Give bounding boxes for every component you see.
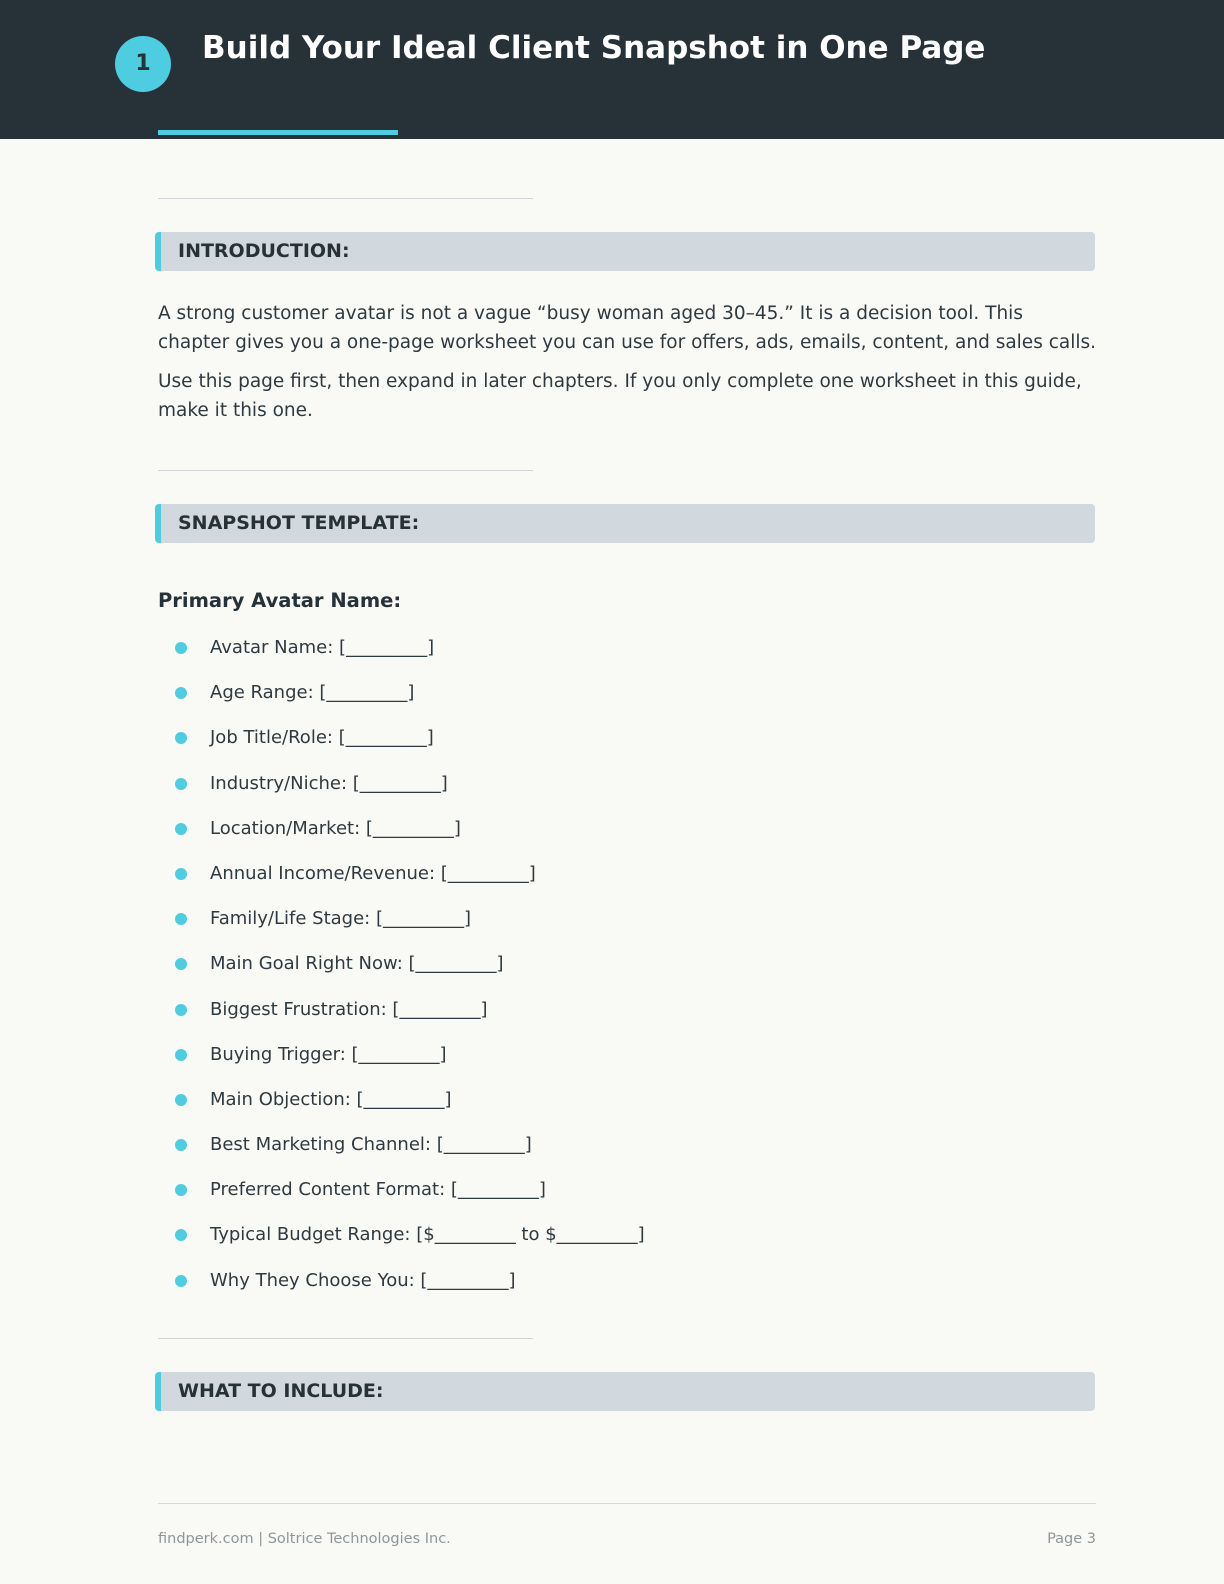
section-divider (158, 470, 533, 471)
field-label: Why They Choose You: [_________] (210, 1269, 516, 1291)
section-header-snapshot-template (155, 504, 1095, 543)
bullet-icon (175, 1229, 187, 1241)
page-title: Build Your Ideal Client Snapshot in One Page (202, 30, 986, 66)
field-label: Avatar Name: [_________] (210, 637, 435, 658)
list-item (172, 1088, 645, 1133)
bullet-icon (175, 1275, 187, 1287)
bullet-icon (175, 1184, 187, 1196)
list-item (172, 1133, 645, 1178)
title-accent-bar (158, 130, 398, 135)
field-label: Preferred Content Format: [_________] (210, 1179, 546, 1201)
bullet-icon (175, 1049, 187, 1061)
bullet-icon (175, 1139, 187, 1151)
list-item (172, 862, 645, 907)
list-item (172, 772, 645, 817)
field-label: Main Goal Right Now: [_________] (210, 953, 504, 975)
bullet-icon (175, 958, 187, 970)
primary-avatar-subheading: Primary Avatar Name: (158, 589, 402, 612)
list-item (172, 1043, 645, 1088)
field-label: Industry/Niche: [_________] (210, 772, 448, 794)
bullet-icon (175, 913, 187, 925)
chapter-number-badge: 1 (115, 36, 171, 92)
list-item (172, 1178, 645, 1223)
list-item (172, 1223, 645, 1268)
section-heading: INTRODUCTION: (178, 240, 350, 262)
field-label: Biggest Frustration: [_________] (210, 998, 488, 1020)
field-label: Family/Life Stage: [_________] (210, 908, 471, 930)
bullet-icon (175, 687, 187, 699)
list-item (172, 907, 645, 952)
field-label: Best Marketing Channel: [_________] (210, 1134, 532, 1156)
section-header-introduction (155, 232, 1095, 271)
list-item (172, 817, 645, 862)
field-label: Age Range: [_________] (210, 682, 415, 704)
list-item (172, 681, 645, 726)
list-item (172, 726, 645, 771)
bullet-icon (175, 732, 187, 744)
bullet-icon (175, 1004, 187, 1016)
bullet-icon (175, 823, 187, 835)
introduction-body (158, 299, 1098, 425)
bullet-icon (175, 868, 187, 880)
field-label: Job Title/Role: [_________] (210, 727, 434, 749)
section-divider (158, 1338, 533, 1339)
list-item (172, 998, 645, 1043)
intro-paragraph: Use this page first, then expand in later chapters. If you only complete one worksheet in this guide, make it this one. (158, 371, 1082, 421)
section-heading: SNAPSHOT TEMPLATE: (178, 512, 420, 534)
chapter-header (0, 0, 1224, 139)
bullet-icon (175, 778, 187, 790)
field-label: Annual Income/Revenue: [_________] (210, 862, 536, 884)
page-number: Page 3 (1047, 1531, 1096, 1547)
field-label: Location/Market: [_________] (210, 817, 461, 839)
section-heading: WHAT TO INCLUDE: (178, 1380, 384, 1402)
field-label: Main Objection: [_________] (210, 1088, 452, 1110)
template-field-list (172, 636, 645, 1314)
footer-source: findperk.com | Soltrice Technologies Inc. (158, 1531, 451, 1547)
footer-divider (158, 1503, 1096, 1504)
section-divider (158, 198, 533, 199)
list-item (172, 1269, 645, 1314)
field-label: Buying Trigger: [_________] (210, 1043, 447, 1065)
field-label: Typical Budget Range: [$_________ to $_________] (210, 1224, 645, 1246)
list-item (172, 636, 645, 681)
intro-paragraph: A strong customer avatar is not a vague “busy woman aged 30–45.” It is a decision tool. This chapter gives you a one-page worksheet you can use for offers, ads, emails, content, and sales calls. (158, 303, 1097, 353)
list-item (172, 952, 645, 997)
bullet-icon (175, 642, 187, 654)
section-header-what-to-include (155, 1372, 1095, 1411)
bullet-icon (175, 1094, 187, 1106)
